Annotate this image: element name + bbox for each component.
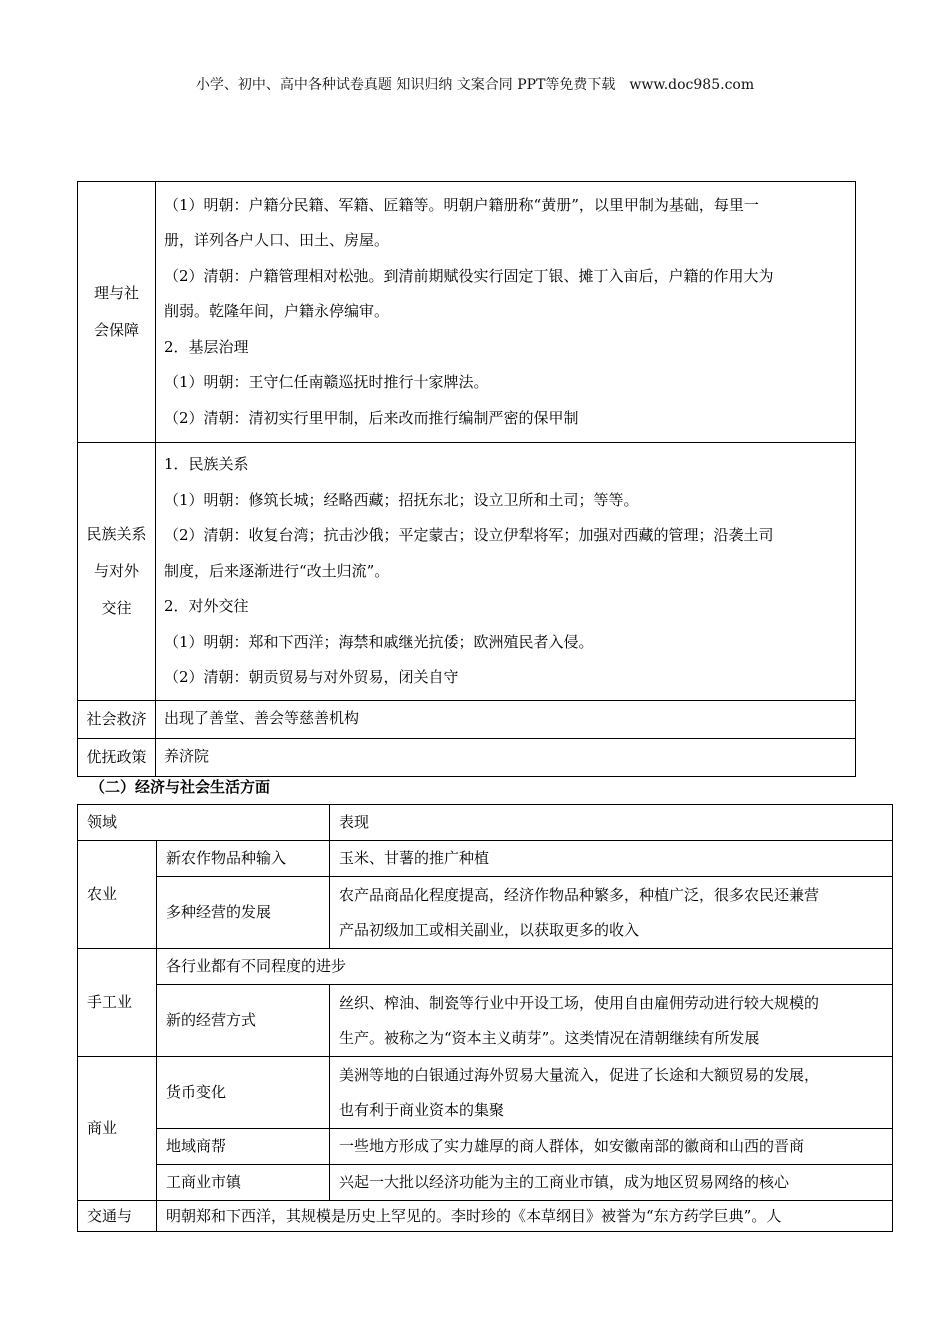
value-cell: 明朝郑和下西洋，其规模是历史上罕见的。李时珍的《本草纲目》被誉为“东方药学巨典”。人 xyxy=(157,1201,893,1232)
header-url[interactable]: www.doc985.com xyxy=(629,77,755,93)
row-content: 养济院 xyxy=(156,738,856,776)
value-cell: 兴起一大批以经济功能为主的工商业市镇，成为地区贸易网络的核心 xyxy=(330,1165,893,1201)
row-content: （1）明朝：户籍分民籍、军籍、匠籍等。明朝户籍册称“黄册”，以里甲制为基础，每里一 册，详列各户人口、田土、房屋。 （2）清朝：户籍管理相对松弛。到清前期赋役实行固定丁银、摊丁入亩后，户籍的作用大为 削弱。乾隆年间，户籍永停编审。 2．基层治理 （1）明朝：王守仁任南赣巡抚时推行十家牌法。 （2）清朝：清初实行里甲制，后来改而推行编制严密的保甲制 xyxy=(156,182,856,443)
column-header: 表现 xyxy=(330,805,893,841)
table-row xyxy=(78,1057,893,1129)
table-row xyxy=(78,841,893,877)
section-title: （二）经济与社会生活方面 xyxy=(90,778,271,796)
economy-table xyxy=(77,804,893,1232)
category-cell: 交通与 xyxy=(78,1201,157,1232)
row-label: 理与社 会保障 xyxy=(78,182,156,443)
row-content: 1．民族关系 （1）明朝：修筑长城；经略西藏；招抚东北；设立卫所和土司；等等。 （2）清朝：收复台湾；抗击沙俄；平定蒙古；设立伊犁将军；加强对西藏的管理；沿袭土司 制度，后来逐渐进行“改土归流”。 2．对外交往 （1）明朝：郑和下西洋；海禁和戚继光抗倭；欧洲殖民者入侵。 （2）清朝：朝贡贸易与对外贸易，闭关自守 xyxy=(156,443,856,701)
value-cell: 各行业都有不同程度的进步 xyxy=(157,949,893,985)
table-header-row xyxy=(78,805,893,841)
table-row xyxy=(78,182,856,443)
sub-cell: 新的经营方式 xyxy=(157,985,330,1057)
value-cell: 美洲等地的白银通过海外贸易大量流入，促进了长途和大额贸易的发展， 也有利于商业资本的集聚 xyxy=(330,1057,893,1129)
sub-cell: 新农作物品种输入 xyxy=(157,841,330,877)
category-cell: 商业 xyxy=(78,1057,157,1201)
table-row xyxy=(78,949,893,985)
table-row xyxy=(78,443,856,701)
page-header xyxy=(0,74,950,94)
table-row xyxy=(78,985,893,1057)
table-row xyxy=(78,738,856,776)
table-row xyxy=(78,1201,893,1232)
row-label: 民族关系 与对外 交往 xyxy=(78,443,156,701)
row-label: 社会救济 xyxy=(78,700,156,738)
row-label: 优抚政策 xyxy=(78,738,156,776)
category-cell: 农业 xyxy=(78,841,157,949)
header-text: 小学、初中、高中各种试卷真题 知识归纳 文案合同 PPT等免费下载 xyxy=(195,77,616,93)
sub-cell: 工商业市镇 xyxy=(157,1165,330,1201)
table-row xyxy=(78,700,856,738)
sub-cell: 地域商帮 xyxy=(157,1129,330,1165)
table-row xyxy=(78,1165,893,1201)
value-cell: 农产品商品化程度提高，经济作物品种繁多，种植广泛，很多农民还兼营 产品初级加工或相关副业，以获取更多的收入 xyxy=(330,877,893,949)
governance-table xyxy=(77,181,856,777)
category-cell: 手工业 xyxy=(78,949,157,1057)
table-row xyxy=(78,877,893,949)
sub-cell: 货币变化 xyxy=(157,1057,330,1129)
table-row xyxy=(78,1129,893,1165)
value-cell: 玉米、甘薯的推广种植 xyxy=(330,841,893,877)
value-cell: 丝织、榨油、制瓷等行业中开设工场，使用自由雇佣劳动进行较大规模的 生产。被称之为“资本主义萌芽”。这类情况在清朝继续有所发展 xyxy=(330,985,893,1057)
value-cell: 一些地方形成了实力雄厚的商人群体，如安徽南部的徽商和山西的晋商 xyxy=(330,1129,893,1165)
column-header: 领域 xyxy=(78,805,330,841)
row-content: 出现了善堂、善会等慈善机构 xyxy=(156,700,856,738)
sub-cell: 多种经营的发展 xyxy=(157,877,330,949)
